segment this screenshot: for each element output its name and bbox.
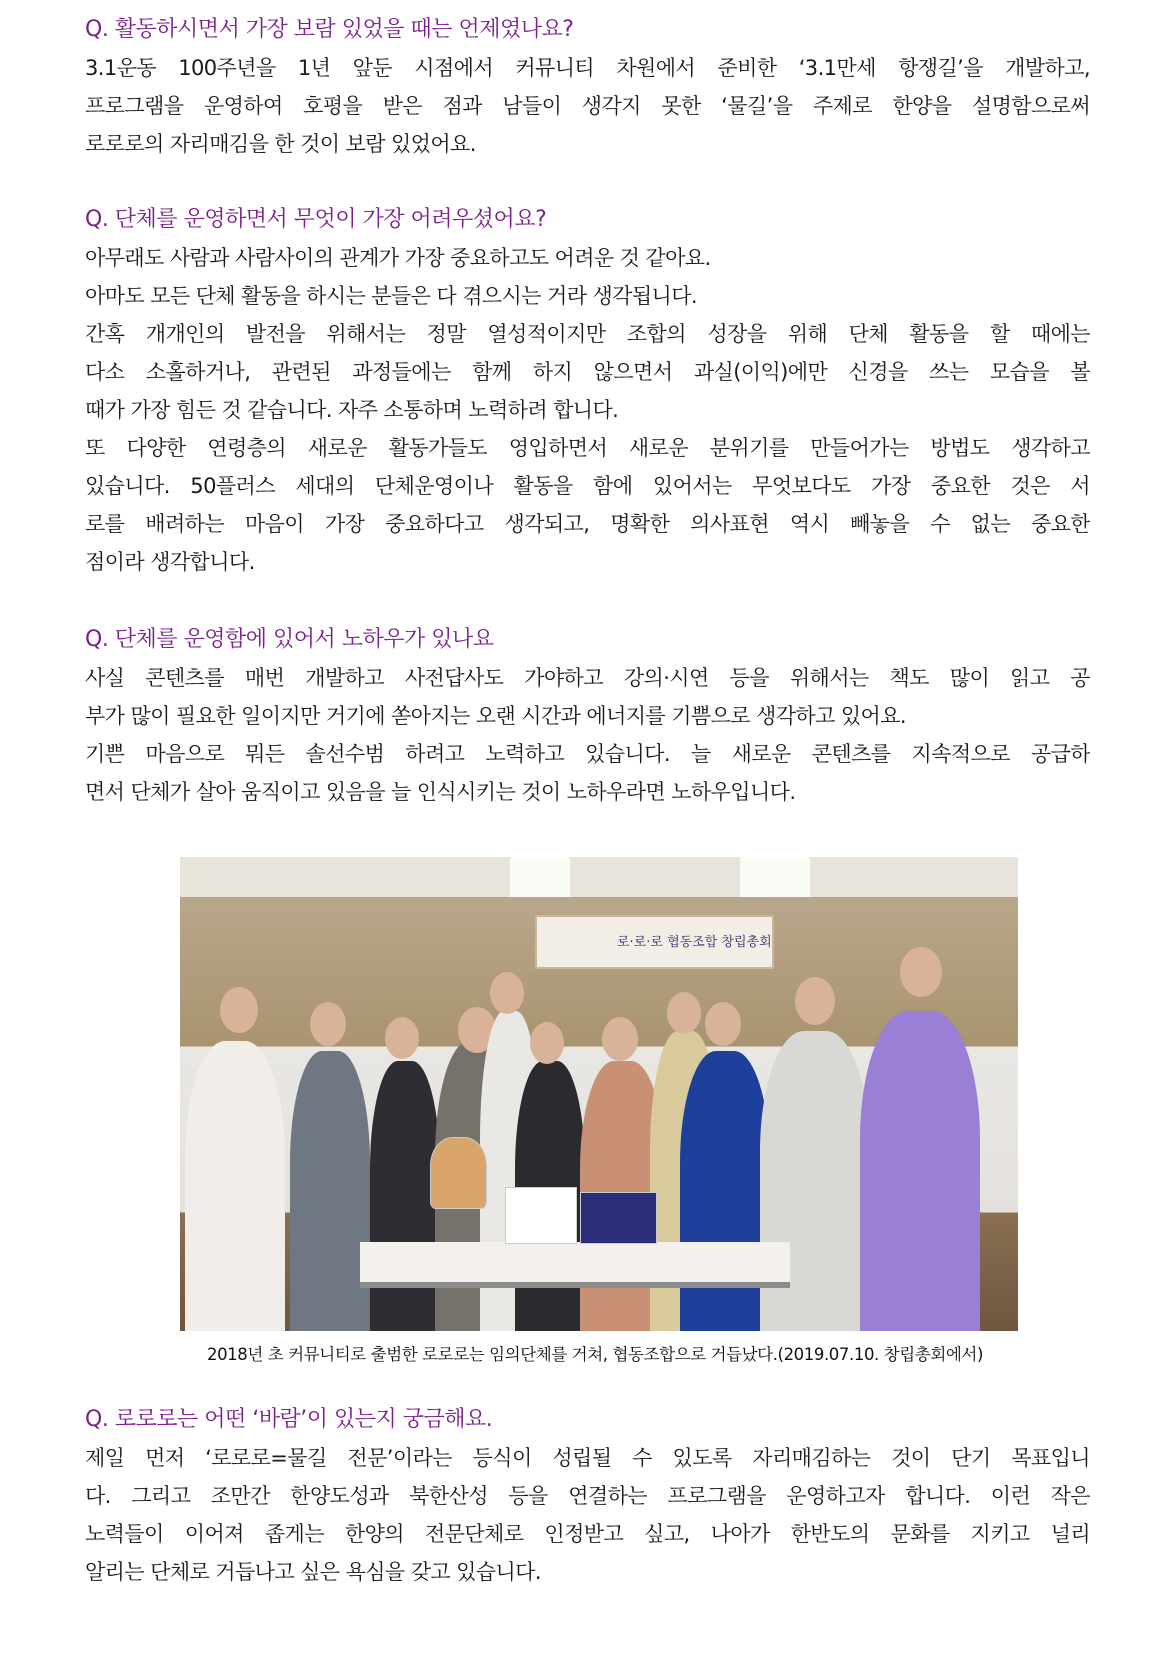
answer-line: 면서 단체가 살아 움직이고 있음을 늘 인식시키는 것이 노하우라면 노하우입니다. — [85, 780, 796, 804]
person-head — [385, 1017, 419, 1059]
photo-ceiling — [180, 857, 1018, 897]
answer-line: 점이라 생각합니다. — [85, 550, 255, 574]
qa-section-1 — [85, 11, 1090, 163]
photo-light — [740, 857, 810, 897]
answer-line: 있습니다. 50플러스 세대의 단체운영이나 활동을 함에 있어서는 무엇보다도 가장 중요한 것은 서 — [85, 474, 1090, 498]
person — [185, 1041, 285, 1331]
answer-line: 부가 많이 필요한 일이지만 거기에 쏟아지는 오랜 시간과 에너지를 기쁨으로 생각하고 있어요. — [85, 704, 906, 728]
answer-line: 아무래도 사람과 사람사이의 관계가 가장 중요하고도 어려운 것 같아요. — [85, 246, 711, 270]
flower-bouquet — [430, 1137, 487, 1209]
person-head — [705, 1002, 741, 1046]
person — [860, 1011, 980, 1331]
person — [680, 1051, 770, 1331]
answer-line: 다소 소홀하거나, 관련된 과정들에는 함께 하지 않으면서 과실(이익)에만 신경을 쓰는 모습을 볼 — [85, 360, 1090, 384]
answer-line: 3.1운동 100주년을 1년 앞둔 시점에서 커뮤니티 차원에서 준비한 ‘3.1만세 항쟁길’을 개발하고, — [85, 56, 1090, 80]
photo-banner — [535, 915, 774, 969]
person — [290, 1051, 370, 1331]
person-head — [795, 977, 835, 1025]
qa-section-3 — [85, 621, 1090, 811]
answer-line: 때가 가장 힘든 것 같습니다. 자주 소통하며 노력하려 합니다. — [85, 398, 619, 422]
cake-box — [580, 1192, 657, 1244]
photo-table — [360, 1242, 790, 1288]
question-heading: Q. 활동하시면서 가장 보람 있었을 때는 언제였나요? — [85, 17, 574, 42]
banner-text: 로·로·로 협동조합 창립총회 — [617, 935, 772, 950]
photo-caption: 2018년 초 커뮤니티로 출범한 로로로는 임의단체를 거쳐, 협동조합으로 거듭났다.(2019.07.10. 창립총회에서) — [206, 1345, 984, 1364]
answer-line: 기쁜 마음으로 뭐든 솔선수범 하려고 노력하고 있습니다. 늘 새로운 콘텐츠를 지속적으로 공급하 — [85, 742, 1090, 766]
answer-line: 알리는 단체로 거듭나고 싶은 욕심을 갖고 있습니다. — [85, 1560, 541, 1584]
person-head — [900, 947, 942, 997]
answer-line: 간혹 개개인의 발전을 위해서는 정말 열성적이지만 조합의 성장을 위해 단체 활동을 할 때에는 — [85, 322, 1090, 346]
question-heading: Q. 단체를 운영하면서 무엇이 가장 어려우셨어요? — [85, 207, 547, 232]
question-heading: Q. 로로로는 어떤 ‘바람’이 있는지 궁금해요. — [85, 1407, 493, 1432]
answer-line: 사실 콘텐츠를 매번 개발하고 사전답사도 가야하고 강의·시연 등을 위해서는 책도 많이 읽고 공 — [85, 666, 1090, 690]
person-head — [667, 992, 701, 1034]
qa-section-2 — [85, 201, 1090, 581]
answer-line: 노력들이 이어져 좁게는 한양의 전문단체로 인정받고 싶고, 나아가 한반도의 문화를 지키고 널리 — [85, 1522, 1090, 1546]
answer-line: 제일 먼저 ‘로로로=물길 전문’이라는 등식이 성립될 수 있도록 자리매김하는 것이 단기 목표입니 — [85, 1446, 1090, 1470]
answer-line: 아마도 모든 단체 활동을 하시는 분들은 다 겪으시는 거라 생각됩니다. — [85, 284, 697, 308]
question-heading: Q. 단체를 운영함에 있어서 노하우가 있나요 — [85, 627, 494, 652]
person-head — [602, 1017, 638, 1061]
person-head — [530, 1022, 564, 1064]
person-head — [310, 1002, 346, 1046]
photo-light — [510, 857, 570, 897]
person-head — [490, 972, 524, 1014]
answer-line: 로로로의 자리매김을 한 것이 보람 있었어요. — [85, 132, 476, 156]
answer-line: 프로그램을 운영하여 호평을 받은 점과 남들이 생각지 못한 ‘물길’을 주제로 한양을 설명함으로써 — [85, 94, 1090, 118]
answer-line: 다. 그리고 조만간 한양도성과 북한산성 등을 연결하는 프로그램을 운영하고자 합니다. 이런 작은 — [85, 1484, 1090, 1508]
cake — [505, 1187, 577, 1244]
answer-line: 로를 배려하는 마음이 가장 중요하다고 생각되고, 명확한 의사표현 역시 빼놓을 수 없는 중요한 — [85, 512, 1090, 536]
group-photo — [180, 857, 1018, 1331]
answer-line: 또 다양한 연령층의 새로운 활동가들도 영입하면서 새로운 분위기를 만들어가는 방법도 생각하고 — [85, 436, 1090, 460]
qa-section-4 — [85, 1401, 1090, 1591]
person-head — [220, 987, 258, 1033]
